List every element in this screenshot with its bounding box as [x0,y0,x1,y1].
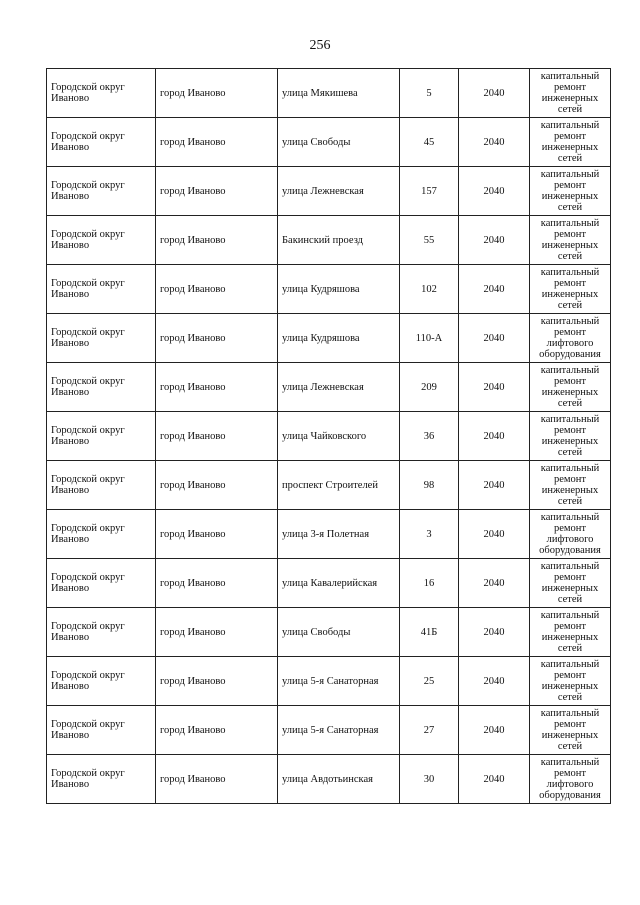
work-type-cell: капитальный ремонт инженерных сетей [530,216,611,265]
work-type-cell: капитальный ремонт инженерных сетей [530,608,611,657]
street-cell: улица Свободы [278,608,400,657]
district-cell: Городской округ Иваново [47,314,156,363]
street-cell: улица Кудряшова [278,314,400,363]
city-cell: город Иваново [156,461,278,510]
page-number: 256 [309,38,331,53]
street-cell: улица 5-я Санаторная [278,657,400,706]
year-cell: 2040 [459,167,530,216]
house-number-cell: 55 [400,216,459,265]
city-cell: город Иваново [156,706,278,755]
table-row [47,363,611,412]
year-cell: 2040 [459,69,530,118]
district-cell: Городской округ Иваново [47,559,156,608]
district-cell: Городской округ Иваново [47,510,156,559]
house-number-cell: 209 [400,363,459,412]
table-row [47,216,611,265]
table-row [47,510,611,559]
year-cell: 2040 [459,510,530,559]
house-number-cell: 30 [400,755,459,804]
table-row [47,706,611,755]
district-cell: Городской округ Иваново [47,265,156,314]
table-row [47,412,611,461]
year-cell: 2040 [459,461,530,510]
table-row [47,265,611,314]
street-cell: Бакинский проезд [278,216,400,265]
work-type-cell: капитальный ремонт лифтового оборудования [530,510,611,559]
street-cell: улица Свободы [278,118,400,167]
year-cell: 2040 [459,265,530,314]
table-row [47,559,611,608]
year-cell: 2040 [459,559,530,608]
work-type-cell: капитальный ремонт лифтового оборудования [530,755,611,804]
street-cell: улица Чайковского [278,412,400,461]
work-type-cell: капитальный ремонт инженерных сетей [530,559,611,608]
city-cell: город Иваново [156,608,278,657]
work-type-cell: капитальный ремонт инженерных сетей [530,706,611,755]
street-cell: проспект Строителей [278,461,400,510]
district-cell: Городской округ Иваново [47,69,156,118]
city-cell: город Иваново [156,69,278,118]
house-number-cell: 27 [400,706,459,755]
street-cell: улица Авдотьинская [278,755,400,804]
table-row [47,755,611,804]
house-number-cell: 45 [400,118,459,167]
district-cell: Городской округ Иваново [47,657,156,706]
house-number-cell: 98 [400,461,459,510]
table-row [47,118,611,167]
table-row [47,461,611,510]
work-type-cell: капитальный ремонт инженерных сетей [530,167,611,216]
year-cell: 2040 [459,363,530,412]
table-row [47,167,611,216]
house-number-cell: 36 [400,412,459,461]
work-type-cell: капитальный ремонт инженерных сетей [530,69,611,118]
city-cell: город Иваново [156,167,278,216]
house-number-cell: 102 [400,265,459,314]
house-number-cell: 16 [400,559,459,608]
year-cell: 2040 [459,706,530,755]
table-body [47,69,611,804]
table-row [47,608,611,657]
district-cell: Городской округ Иваново [47,412,156,461]
year-cell: 2040 [459,657,530,706]
city-cell: город Иваново [156,363,278,412]
city-cell: город Иваново [156,657,278,706]
city-cell: город Иваново [156,510,278,559]
city-cell: город Иваново [156,412,278,461]
house-number-cell: 5 [400,69,459,118]
district-cell: Городской округ Иваново [47,216,156,265]
work-type-cell: капитальный ремонт инженерных сетей [530,412,611,461]
district-cell: Городской округ Иваново [47,167,156,216]
district-cell: Городской округ Иваново [47,461,156,510]
year-cell: 2040 [459,314,530,363]
year-cell: 2040 [459,118,530,167]
work-type-cell: капитальный ремонт лифтового оборудования [530,314,611,363]
city-cell: город Иваново [156,559,278,608]
district-cell: Городской округ Иваново [47,363,156,412]
table-row [47,314,611,363]
house-number-cell: 25 [400,657,459,706]
year-cell: 2040 [459,608,530,657]
district-cell: Городской округ Иваново [47,755,156,804]
district-cell: Городской округ Иваново [47,608,156,657]
house-number-cell: 3 [400,510,459,559]
year-cell: 2040 [459,755,530,804]
district-cell: Городской округ Иваново [47,118,156,167]
street-cell: улица Лежневская [278,167,400,216]
work-type-cell: капитальный ремонт инженерных сетей [530,363,611,412]
street-cell: улица Кавалерийская [278,559,400,608]
city-cell: город Иваново [156,265,278,314]
table-row [47,69,611,118]
work-type-cell: капитальный ремонт инженерных сетей [530,461,611,510]
street-cell: улица Мякишева [278,69,400,118]
work-type-cell: капитальный ремонт инженерных сетей [530,265,611,314]
house-number-cell: 157 [400,167,459,216]
work-type-cell: капитальный ремонт инженерных сетей [530,118,611,167]
street-cell: улица Кудряшова [278,265,400,314]
city-cell: город Иваново [156,216,278,265]
city-cell: город Иваново [156,118,278,167]
district-cell: Городской округ Иваново [47,706,156,755]
year-cell: 2040 [459,412,530,461]
work-type-cell: капитальный ремонт инженерных сетей [530,657,611,706]
street-cell: улица 5-я Санаторная [278,706,400,755]
city-cell: город Иваново [156,755,278,804]
street-cell: улица Лежневская [278,363,400,412]
repair-schedule-table [46,68,611,804]
table-row [47,657,611,706]
street-cell: улица 3-я Полетная [278,510,400,559]
house-number-cell: 110-А [400,314,459,363]
city-cell: город Иваново [156,314,278,363]
house-number-cell: 41Б [400,608,459,657]
year-cell: 2040 [459,216,530,265]
